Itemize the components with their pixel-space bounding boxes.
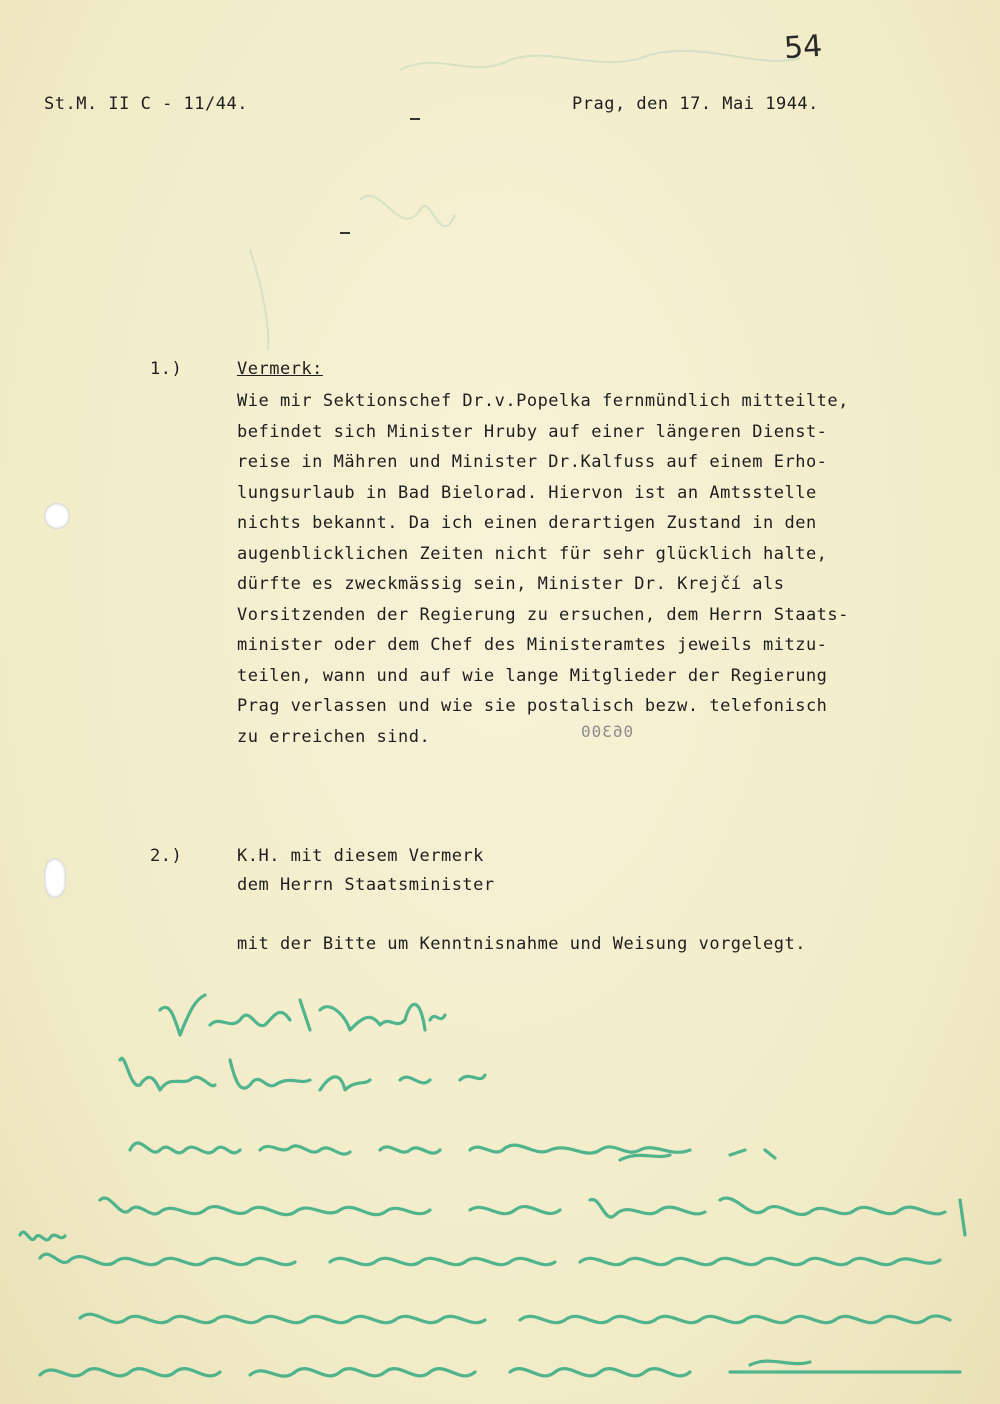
item-2-line: dem Herrn Staatsminister (237, 875, 495, 895)
memo-line: Wie mir Sektionschef Dr.v.Popelka fernmündlich mitteilte, (237, 391, 849, 411)
stamped-number: 06300 (580, 722, 634, 741)
memo-line: reise in Mähren und Minister Dr.Kalfuss auf einem Erho- (237, 452, 828, 472)
place-date: Prag, den 17. Mai 1944. (572, 94, 819, 114)
memo-line: nichts bekannt. Da ich einen derartigen Zustand in den (237, 513, 817, 533)
memo-line: zu erreichen sind. (237, 726, 431, 747)
reference-number: St.M. II C - 11/44. (44, 94, 248, 114)
memo-line: lungsurlaub in Bad Bielorad. Hiervon ist an Amtsstelle (237, 482, 817, 503)
item-2-number: 2.) (150, 846, 183, 866)
item-2-line: mit der Bitte um Kenntnisnahme und Weisung vorgelegt. (237, 934, 806, 954)
memo-line: befindet sich Minister Hruby auf einer längeren Dienst- (237, 421, 828, 442)
memo-line: Prag verlassen und wie sie postalisch bezw. telefonisch (237, 696, 828, 716)
item-2-line: K.H. mit diesem Vermerk (237, 846, 484, 866)
memo-line: augenblicklichen Zeiten nicht für sehr glücklich halte, (237, 543, 828, 564)
memo-line: teilen, wann und auf wie lange Mitglieder der Regierung (237, 665, 828, 686)
folio-number: 54 (782, 28, 824, 67)
memo-line: dürfte es zweckmässig sein, Minister Dr. Krejčí als (237, 574, 785, 594)
memo-line: minister oder dem Chef des Ministeramtes jeweils mitzu- (237, 635, 828, 655)
item-1-number: 1.) (150, 359, 183, 379)
memo-heading: Vermerk: (237, 359, 323, 379)
memo-line: Vorsitzenden der Regierung zu ersuchen, dem Herrn Staats- (237, 604, 849, 625)
